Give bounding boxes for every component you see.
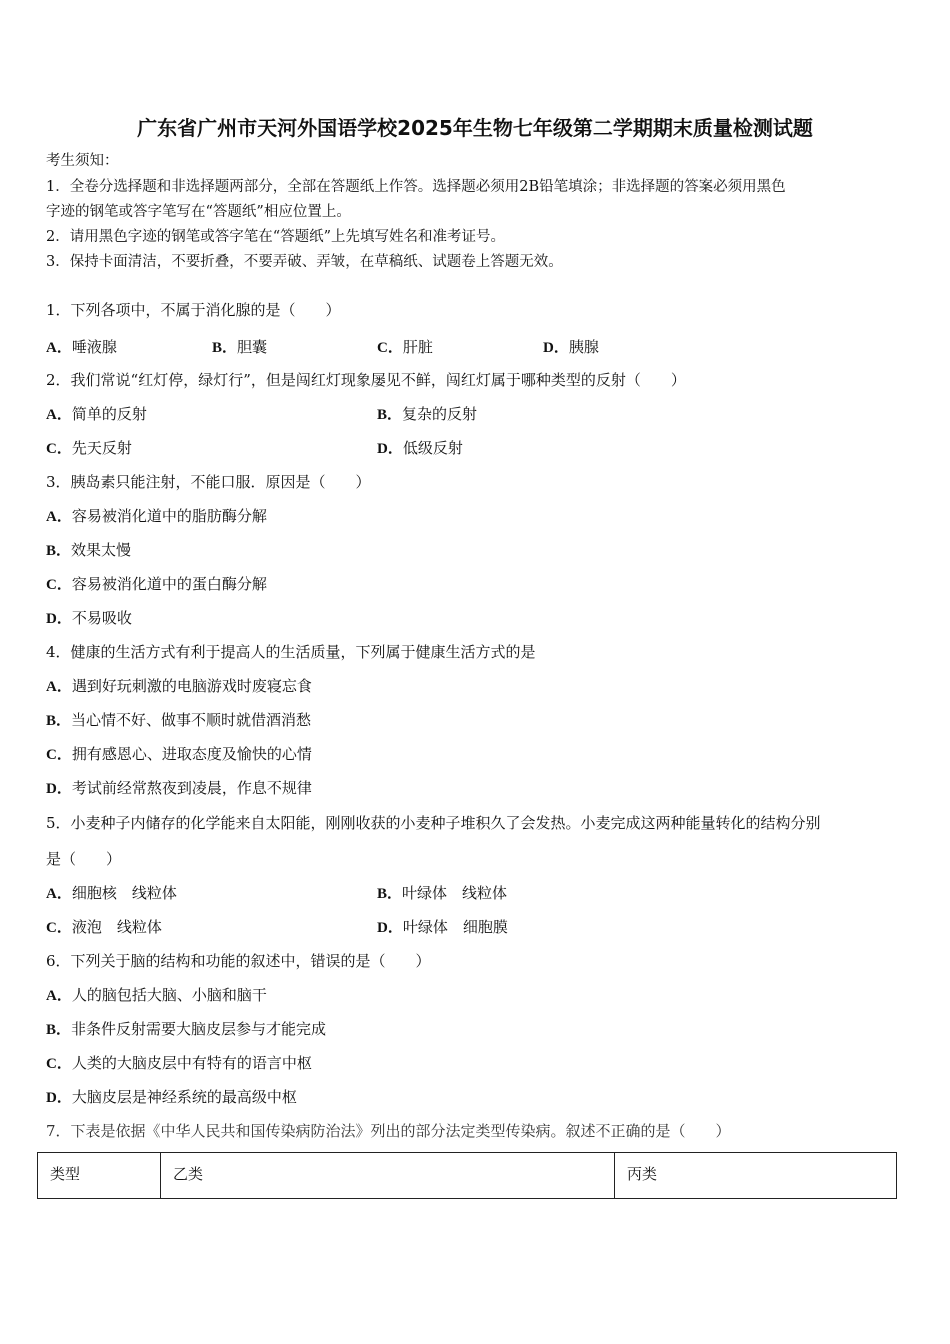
q5-option-b: B．叶绿体 线粒体 bbox=[377, 884, 508, 902]
q2-option-b: B．复杂的反射 bbox=[377, 405, 478, 423]
q6-option-a: A．人的脑包括大脑、小脑和脑干 bbox=[46, 986, 267, 1004]
q3-option-b: B．效果太慢 bbox=[46, 541, 132, 559]
q6-option-d: D．大脑皮层是神经系统的最高级中枢 bbox=[46, 1088, 297, 1106]
notice-line-3: 3．保持卡面清洁，不要折叠，不要弄破、弄皱，在草稿纸、试题卷上答题无效。 bbox=[46, 254, 563, 270]
q2-option-d: D．低级反射 bbox=[377, 439, 463, 457]
question-7-stem: 7．下表是依据《中华人民共和国传染病防治法》列出的部分法定类型传染病。叙述不正确的是（ ） bbox=[46, 1122, 731, 1140]
notice-line-2: 2．请用黑色字迹的钢笔或答字笔在“答题纸”上先填写姓名和准考证号。 bbox=[46, 229, 506, 245]
q1-option-c: C．肝脏 bbox=[377, 338, 433, 356]
question-1-stem: 1．下列各项中，不属于消化腺的是（ ） bbox=[46, 301, 341, 319]
question-2-stem: 2．我们常说“红灯停，绿灯行”，但是闯红灯现象屡见不鲜，闯红灯属于哪种类型的反射（ ） bbox=[46, 371, 686, 389]
q3-option-c: C．容易被消化道中的蛋白酶分解 bbox=[46, 575, 267, 593]
question-6-stem: 6．下列关于脑的结构和功能的叙述中，错误的是（ ） bbox=[46, 952, 431, 970]
q4-option-c: C．拥有感恩心、进取态度及愉快的心情 bbox=[46, 745, 312, 763]
q1-option-a: A．唾液腺 bbox=[46, 338, 117, 356]
notice-line-1a: 1．全卷分选择题和非选择题两部分，全部在答题纸上作答。选择题必须用2B铅笔填涂；非选择题的答案必须用黑色 bbox=[46, 179, 786, 195]
notice-heading: 考生须知： bbox=[46, 153, 119, 169]
table-header-class-b: 乙类 bbox=[161, 1153, 615, 1199]
q1-option-b: B．胆囊 bbox=[212, 338, 268, 356]
question-5-stem-cont: 是（ ） bbox=[46, 850, 122, 868]
q2-option-a: A．简单的反射 bbox=[46, 405, 147, 423]
notice-line-1b: 字迹的钢笔或答字笔写在“答题纸”相应位置上。 bbox=[46, 204, 351, 220]
q5-option-c: C．液泡 线粒体 bbox=[46, 918, 162, 936]
question-5-stem: 5．小麦种子内储存的化学能来自太阳能，刚刚收获的小麦种子堆积久了会发热。小麦完成这两种能量转化的结构分别 bbox=[46, 814, 821, 832]
q2-option-c: C．先天反射 bbox=[46, 439, 132, 457]
q4-option-b: B．当心情不好、做事不顺时就借酒消愁 bbox=[46, 711, 312, 729]
table-header-row bbox=[38, 1153, 897, 1199]
question-4-stem: 4．健康的生活方式有利于提高人的生活质量，下列属于健康生活方式的是 bbox=[46, 643, 536, 661]
q6-option-b: B．非条件反射需要大脑皮层参与才能完成 bbox=[46, 1020, 327, 1038]
q4-option-a: A．遇到好玩刺激的电脑游戏时废寝忘食 bbox=[46, 677, 312, 695]
q4-option-d: D．考试前经常熬夜到凌晨，作息不规律 bbox=[46, 779, 312, 797]
q3-option-a: A．容易被消化道中的脂肪酶分解 bbox=[46, 507, 267, 525]
table-header-class-c: 丙类 bbox=[615, 1153, 897, 1199]
disease-table bbox=[37, 1152, 897, 1199]
q5-option-d: D．叶绿体 细胞膜 bbox=[377, 918, 508, 936]
q3-option-d: D．不易吸收 bbox=[46, 609, 132, 627]
table-header-type: 类型 bbox=[38, 1153, 161, 1199]
q5-option-a: A．细胞核 线粒体 bbox=[46, 884, 177, 902]
exam-title: 广东省广州市天河外国语学校2025年生物七年级第二学期期末质量检测试题 bbox=[137, 116, 813, 140]
q6-option-c: C．人类的大脑皮层中有特有的语言中枢 bbox=[46, 1054, 312, 1072]
q1-option-d: D．胰腺 bbox=[543, 338, 599, 356]
question-3-stem: 3．胰岛素只能注射，不能口服．原因是（ ） bbox=[46, 473, 371, 491]
